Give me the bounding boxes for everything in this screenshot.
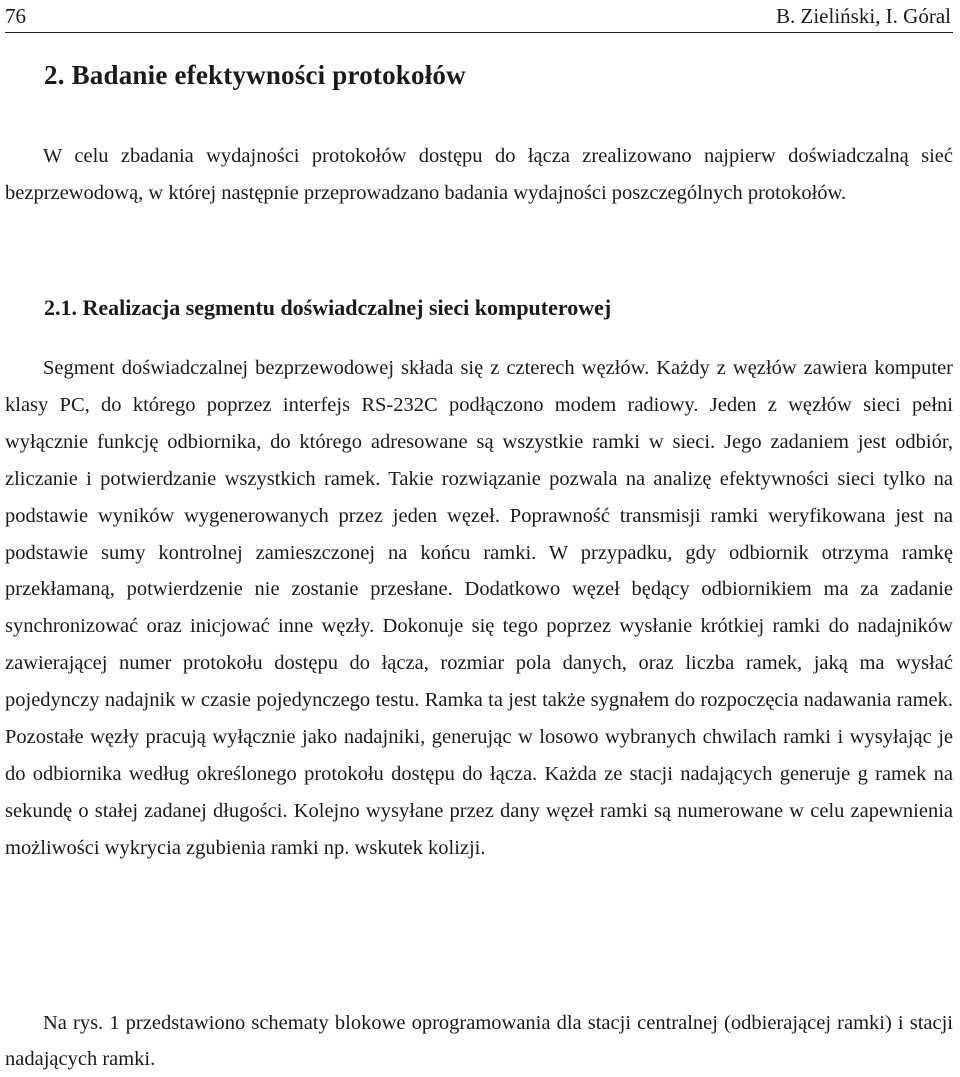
section-intro-paragraph: W celu zbadania wydajności protokołów dostępu do łącza zrealizowano najpierw doświadczalną sieć bezprzewodową, w której następnie przeprowadzano badania wydajności poszczególnych protokołów. (5, 145, 953, 204)
header-rule (5, 32, 953, 33)
figure-reference-paragraph: Na rys. 1 przedstawiono schematy blokowe oprogramowania dla stacji centralnej (odbierającej ramki) i stacji nadających ramki. (5, 1012, 953, 1070)
section-title: 2. Badanie efektywności protokołów (44, 60, 466, 90)
subsection-title: 2.1. Realizacja segmentu doświadczalnej sieci komputerowej (44, 295, 612, 320)
subsection-body-paragraph: Segment doświadczalnej bezprzewodowej składa się z czterech węzłów. Każdy z węzłów zawiera komputer klasy PC, do którego poprzez interfejs RS-232C podłączono modem radiowy. Jeden z węzłów sieci pełni wyłącznie funkcję odbiornika, do którego adresowane są wszystkie ramki w sieci. Jego zadaniem jest odbiór, zliczanie i potwierdzanie wszystkich ramek. Takie rozwiązanie pozwala na analizę efektywności sieci tylko na podstawie wyników wygenerowanych przez jeden węzeł. Poprawność transmisji ramki weryfikowana jest na podstawie sumy kontrolnej zamieszczonej na końcu ramki. W przypadku, gdy odbiornik otrzyma ramkę przekłamaną, potwierdzenie nie zostanie przesłane. Dodatkowo węzeł będący odbiornikiem ma za zadanie synchronizować oraz inicjować inne węzły. Dokonuje się tego poprzez wysłanie krótkiej ramki do nadajników zawierającej numer protokołu dostępu do łącza, rozmiar pola danych, oraz liczba ramek, jaką ma wysłać pojedynczy nadajnik w czasie pojedynczego testu. Ramka ta jest także sygnałem do rozpoczęcia nadawania ramek. Pozostałe węzły pracują wyłącznie jako nadajniki, generując w losowo wybranych chwilach ramki i wysyłając je do odbiornika według określonego protokołu dostępu do łącza. Każda ze stacji nadających generuje g ramek na sekundę o stałej zadanej długości. Kolejno wysyłane przez dany węzeł ramki są numerowane w celu zapewnienia możliwości wykrycia zgubienia ramki np. wskutek kolizji. (5, 357, 953, 859)
header-authors: B. Zieliński, I. Góral (776, 4, 951, 28)
page-number: 76 (5, 4, 26, 28)
running-header (5, 4, 951, 28)
